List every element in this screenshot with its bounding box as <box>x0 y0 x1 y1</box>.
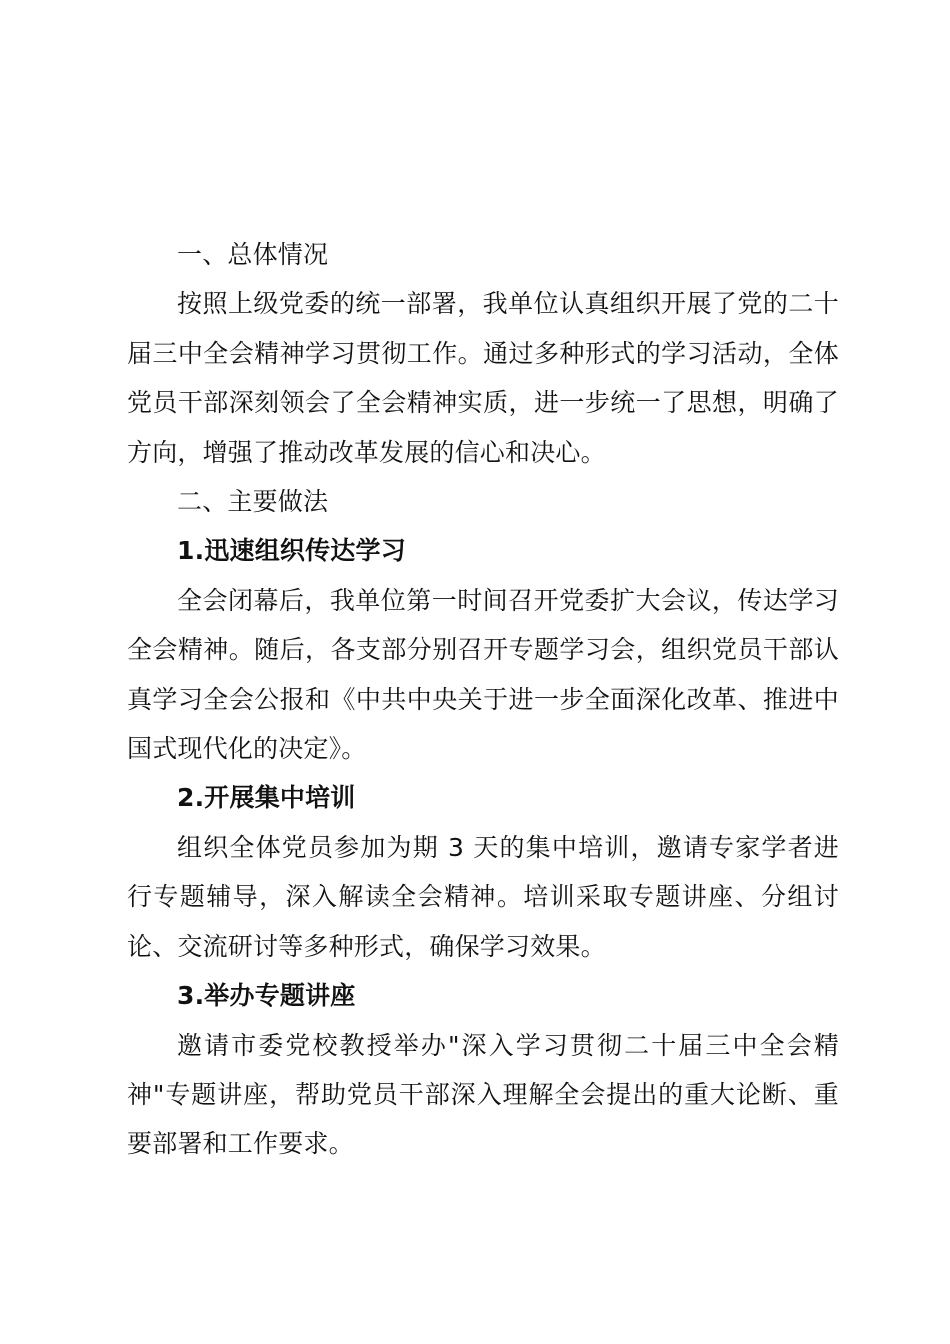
paragraph-lecture: 邀请市委党校教授举办"深入学习贯彻二十届三中全会精神"专题讲座，帮助党员干部深入理解全会提出的重大论断、重要部署和工作要求。 <box>127 1030 839 1159</box>
section-heading-overview: 一、总体情况 <box>177 240 329 269</box>
paragraph-organize-study: 全会闭幕后，我单位第一时间召开党委扩大会议，传达学习全会精神。随后，各支部分别召开专题学习会，组织党员干部认真学习全会公报和《中共中央关于进一步全面深化改革、推进中国式现代化的决定》。 <box>127 585 839 764</box>
section-heading-practices: 二、主要做法 <box>177 487 329 517</box>
subheading-training: 2.开展集中培训 <box>177 783 356 813</box>
document-body <box>127 230 839 1169</box>
subheading-lecture: 3.举办专题讲座 <box>177 981 356 1011</box>
paragraph-training: 组织全体党员参加为期 3 天的集中培训，邀请专家学者进行专题辅导，深入解读全会精神。培训采取专题讲座、分组讨论、交流研讨等多种形式，确保学习效果。 <box>127 832 839 961</box>
subheading-organize-study: 1.迅速组织传达学习 <box>177 536 406 566</box>
paragraph-overview: 按照上级党委的统一部署，我单位认真组织开展了党的二十届三中全会精神学习贯彻工作。通过多种形式的学习活动，全体党员干部深刻领会了全会精神实质，进一步统一了思想，明确了方向，增强了推动改革发展的信心和决心。 <box>127 289 839 467</box>
